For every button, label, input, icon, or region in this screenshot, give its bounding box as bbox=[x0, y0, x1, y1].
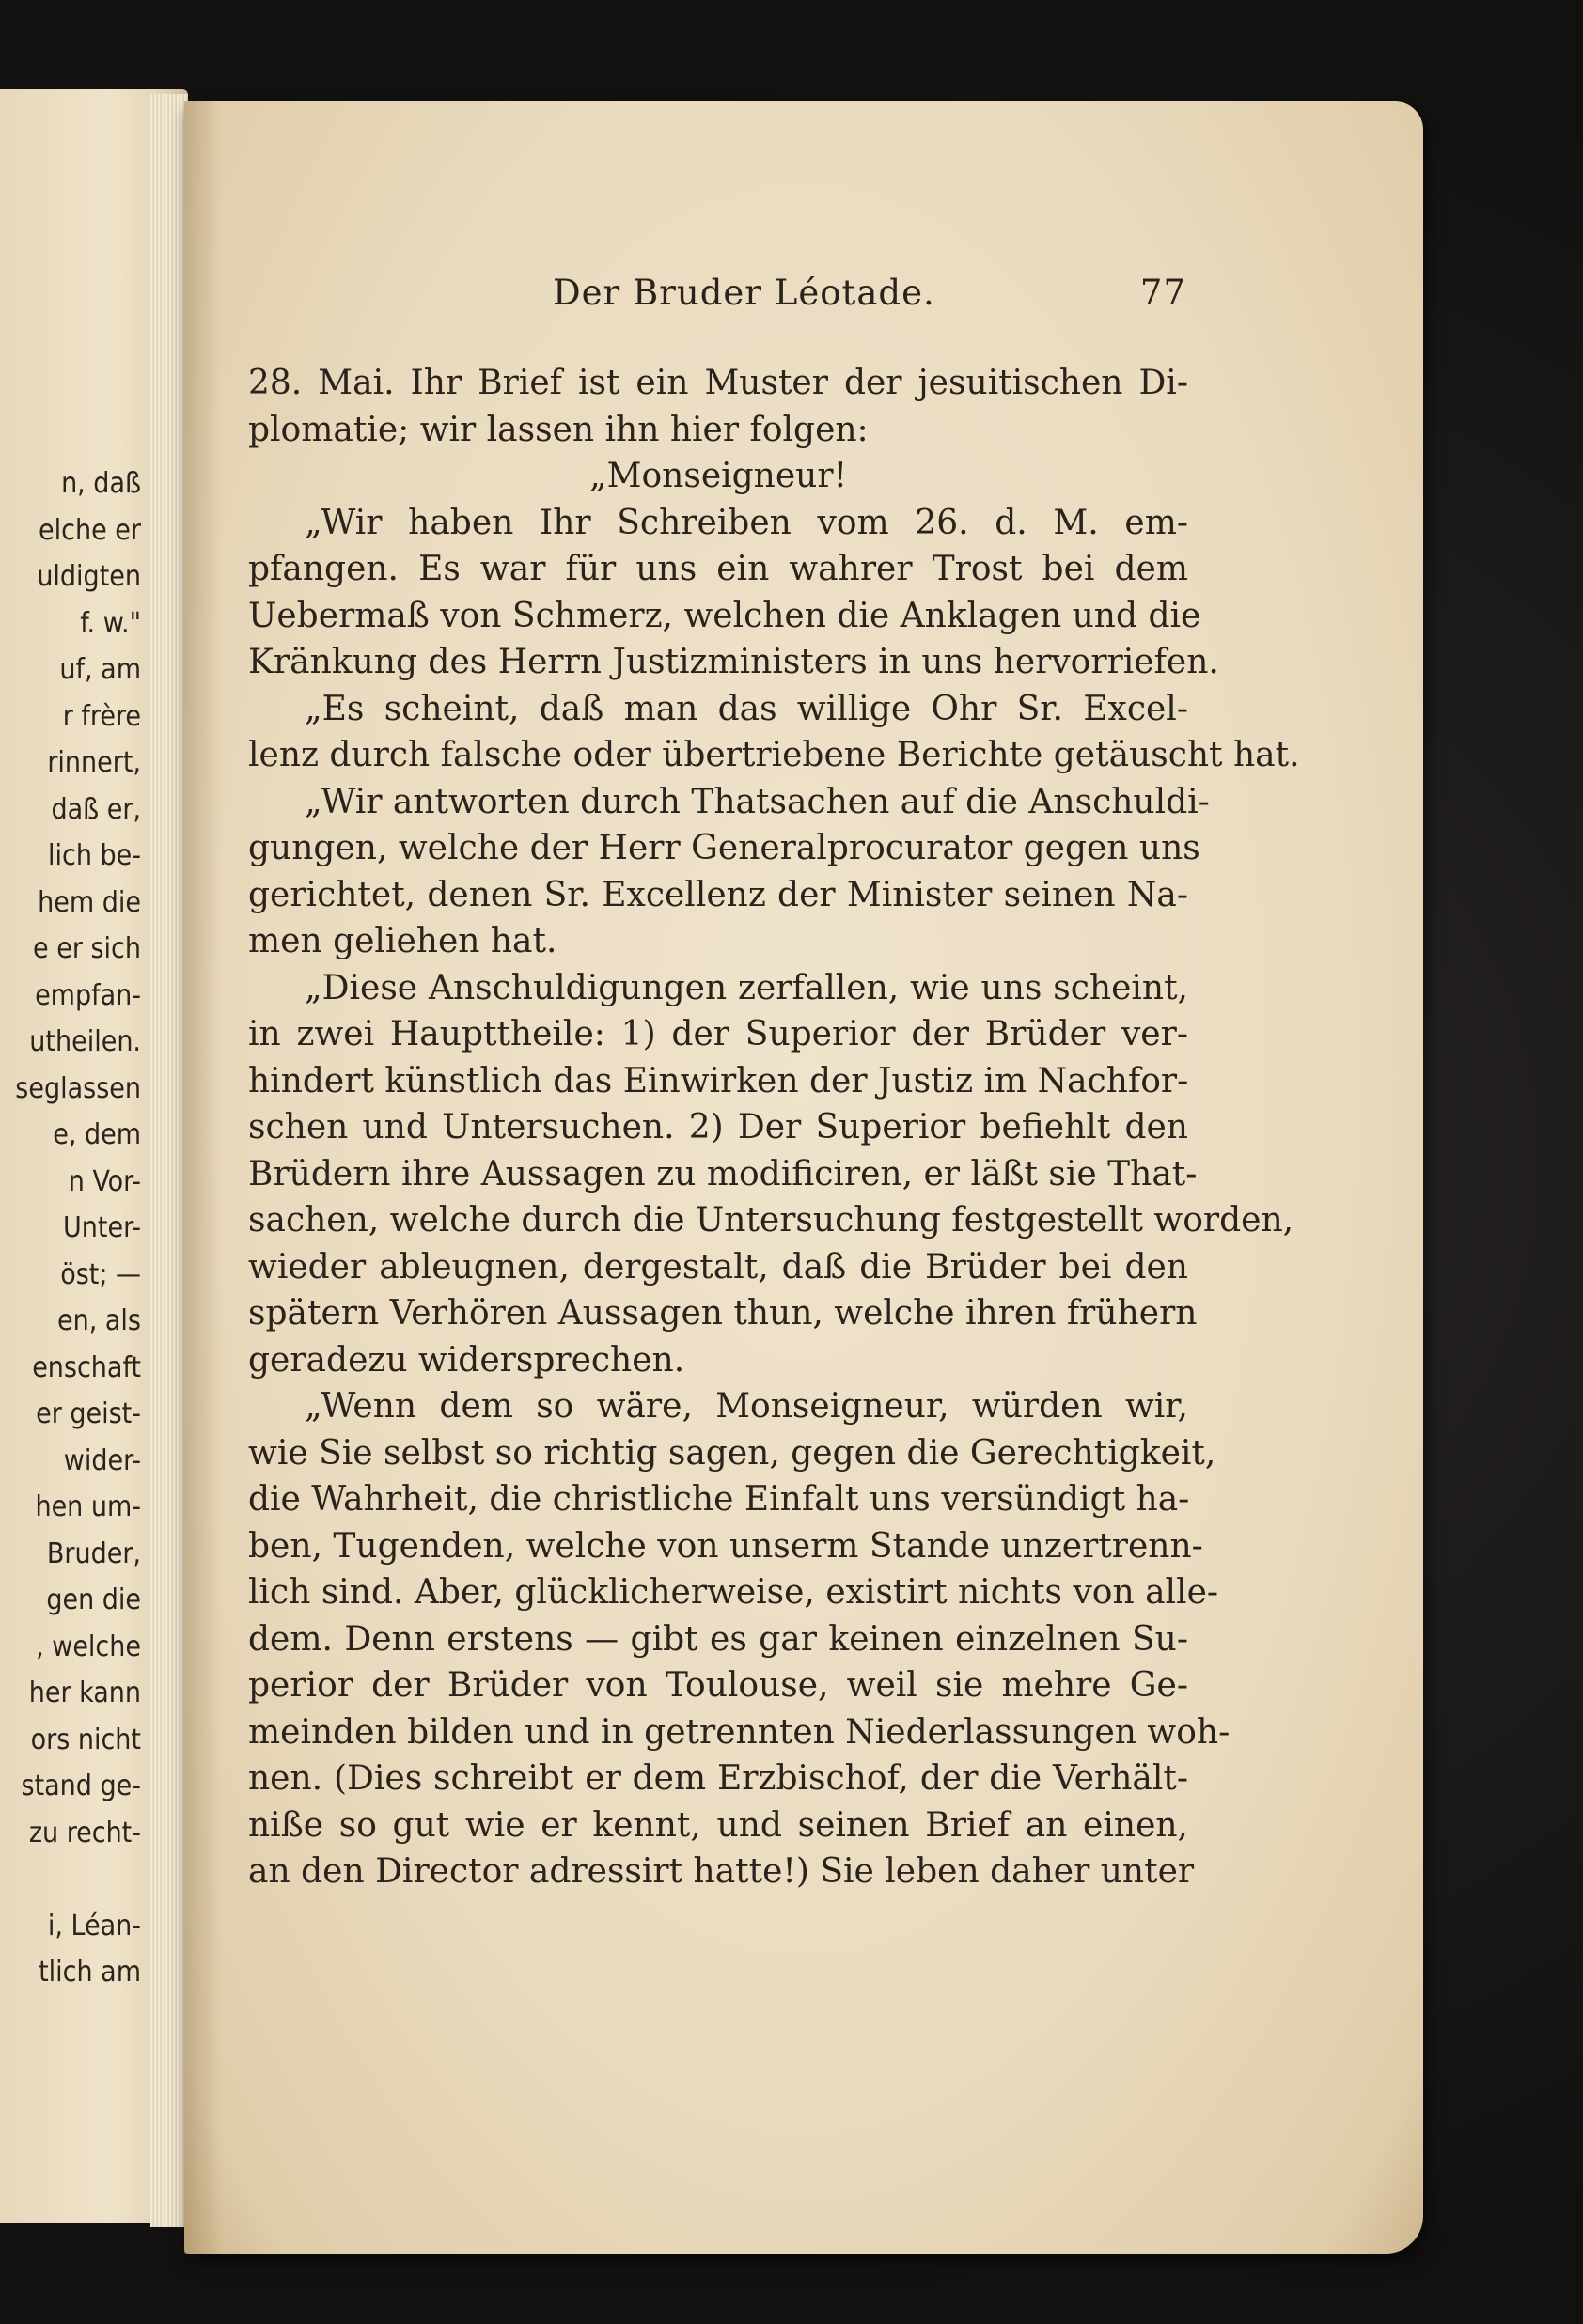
left-page-line: e, dem bbox=[53, 1118, 141, 1151]
left-page-line: elche er bbox=[39, 513, 141, 547]
left-page-line: enschaft bbox=[32, 1350, 141, 1384]
text-line: perior der Brüder von Toulouse, weil sie mehre Ge- bbox=[248, 1666, 1188, 1705]
left-page-line: ors nicht bbox=[30, 1723, 141, 1756]
text-line: an den Director adressirt hatte!) Sie leben daher unter bbox=[248, 1852, 1195, 1891]
left-page-line: utheilen. bbox=[29, 1025, 141, 1058]
left-page-line: zu recht- bbox=[28, 1816, 141, 1849]
text-line: men geliehen hat. bbox=[248, 922, 557, 960]
left-page-line: e er sich bbox=[33, 932, 141, 965]
text-line: hindert künstlich das Einwirken der Justiz im Nachfor- bbox=[248, 1061, 1189, 1100]
text-line: „Diese Anschuldigungen zerfallen, wie uns scheint, bbox=[305, 968, 1188, 1007]
text-line: Brüdern ihre Aussagen zu modificiren, er läßt sie That- bbox=[248, 1154, 1198, 1193]
text-line: „Wenn dem so wäre, Monseigneur, würden wir, bbox=[305, 1387, 1188, 1426]
left-page-line: lich be- bbox=[47, 839, 141, 872]
text-line: wie Sie selbst so richtig sagen, gegen die Gerechtigkeit, bbox=[248, 1433, 1216, 1473]
left-page-line: her kann bbox=[28, 1677, 141, 1709]
left-page-line: uldigten bbox=[37, 560, 141, 593]
left-page-line: rinnert, bbox=[47, 746, 141, 779]
text-line: pfangen. Es war für uns ein wahrer Trost bei dem bbox=[248, 550, 1188, 588]
text-line: meinden bilden und in getrennten Niederlassungen woh- bbox=[248, 1712, 1230, 1752]
left-page-text bbox=[0, 460, 141, 1996]
text-line: Kränkung des Herrn Justizministers in uns hervorriefen. bbox=[248, 643, 1219, 681]
left-page-line bbox=[0, 1856, 141, 1903]
text-line: Uebermaß von Schmerz, welchen die Anklagen und die bbox=[248, 596, 1201, 635]
page-number: 77 bbox=[1139, 273, 1186, 313]
left-page-line: daß er, bbox=[51, 792, 141, 826]
text-line: dem. Denn erstens — gibt es gar keinen einzelnen Su- bbox=[248, 1619, 1188, 1659]
left-page-line: öst; — bbox=[60, 1257, 141, 1291]
left-page-line: seglassen bbox=[15, 1071, 141, 1105]
text-line: spätern Verhören Aussagen thun, welche ihren frühern bbox=[248, 1294, 1198, 1333]
left-page-line: gen die bbox=[46, 1583, 141, 1616]
left-page-line: wider- bbox=[63, 1443, 141, 1477]
text-line: die Wahrheit, die christliche Einfalt uns versündigt ha- bbox=[248, 1480, 1190, 1519]
text-line: „Wir haben Ihr Schreiben vom 26. d. M. em- bbox=[305, 503, 1188, 542]
text-line: „Es scheint, daß man das willige Ohr Sr. Excel- bbox=[305, 689, 1188, 728]
left-page-line: er geist- bbox=[36, 1397, 141, 1430]
text-line: plomatie; wir lassen ihn hier folgen: bbox=[248, 410, 869, 449]
text-line: wieder ableugnen, dergestalt, daß die Brüder bei den bbox=[248, 1247, 1188, 1287]
left-page-line: Unter- bbox=[63, 1211, 141, 1244]
left-page-line: stand ge- bbox=[21, 1770, 141, 1802]
page-edges bbox=[150, 94, 188, 2227]
left-page-line: n Vor- bbox=[68, 1164, 141, 1198]
text-line: lich sind. Aber, glücklicherweise, existirt nichts von alle- bbox=[248, 1573, 1219, 1612]
text-line: „Wir antworten durch Thatsachen auf die Anschuldi- bbox=[305, 782, 1210, 821]
left-page-line: r frère bbox=[62, 699, 141, 733]
left-page-line: empfan- bbox=[35, 978, 141, 1012]
text-line: „Monseigneur! bbox=[588, 457, 848, 495]
left-page-line: en, als bbox=[57, 1304, 141, 1337]
text-line: ben, Tugenden, welche von unserm Stande unzertrenn- bbox=[248, 1526, 1203, 1566]
text-line: gungen, welche der Herr Generalprocurator gegen uns bbox=[248, 829, 1200, 867]
left-page-line: tlich am bbox=[39, 1956, 141, 1989]
left-page-line: f. w." bbox=[80, 606, 141, 640]
left-page-line: hem die bbox=[38, 885, 141, 919]
text-line: nen. (Dies schreibt er dem Erzbischof, der die Verhält- bbox=[248, 1759, 1188, 1798]
body-text bbox=[248, 360, 1300, 1895]
text-line: geradezu widersprechen. bbox=[248, 1340, 685, 1380]
left-page-line: , welche bbox=[36, 1630, 141, 1663]
text-line: 28. Mai. Ihr Brief ist ein Muster der jesuitischen Di- bbox=[248, 364, 1188, 402]
text-line: niße so gut wie er kennt, und seinen Brief an einen, bbox=[248, 1805, 1188, 1845]
left-page-line: Bruder, bbox=[46, 1536, 141, 1570]
left-page-line: i, Léan- bbox=[47, 1909, 141, 1942]
text-line: sachen, welche durch die Untersuchung festgestellt worden, bbox=[248, 1201, 1294, 1240]
left-page-line: hen um- bbox=[35, 1490, 141, 1523]
text-line: in zwei Haupttheile: 1) der Superior der Brüder ver- bbox=[248, 1015, 1188, 1053]
text-line: lenz durch falsche oder übertriebene Berichte getäuscht hat. bbox=[248, 736, 1300, 774]
running-header bbox=[246, 273, 1186, 329]
left-page-line: uf, am bbox=[59, 653, 141, 686]
text-line: schen und Untersuchen. 2) Der Superior befiehlt den bbox=[248, 1108, 1188, 1146]
left-page-line: n, daß bbox=[61, 467, 141, 500]
text-line: gerichtet, denen Sr. Excellenz der Minister seinen Na- bbox=[248, 875, 1188, 914]
running-title: Der Bruder Léotade. bbox=[553, 273, 935, 313]
